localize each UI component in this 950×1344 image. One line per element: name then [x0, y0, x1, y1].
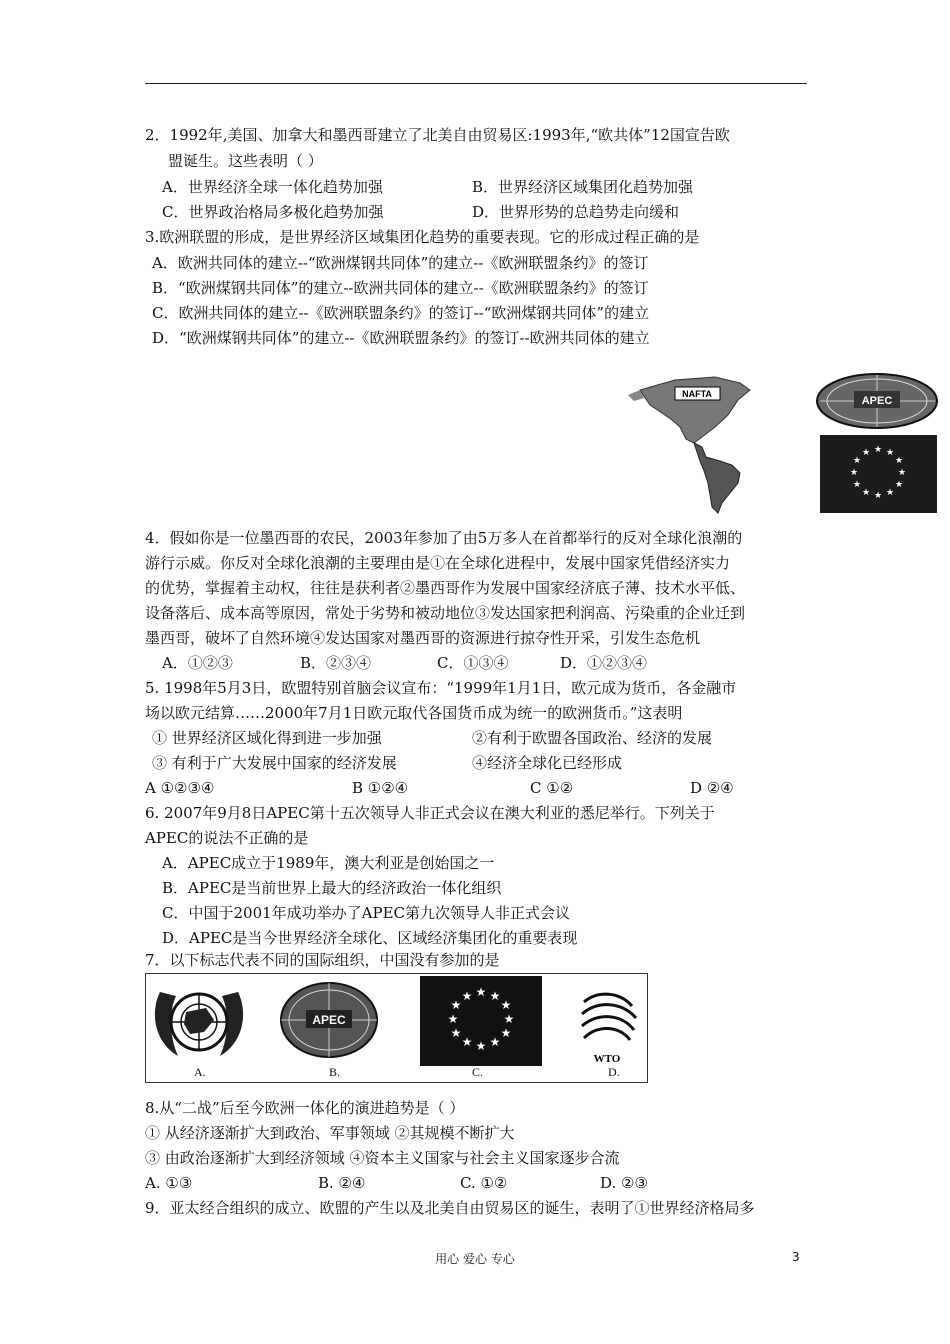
svg-text:★: ★	[461, 989, 473, 1003]
q8-option-c: C. ①②	[460, 1174, 508, 1192]
svg-text:★: ★	[447, 1012, 459, 1026]
q3-stem: 3.欧洲联盟的形成，是世界经济区域集团化趋势的重要表现。它的形成过程正确的是	[145, 228, 700, 246]
svg-text:★: ★	[894, 456, 904, 466]
apec-logo-image	[810, 372, 945, 430]
svg-text:★: ★	[873, 491, 883, 501]
svg-text:★: ★	[475, 985, 487, 999]
q6-option-d: D．APEC是当今世界经济全球化、区域经济集团化的重要表现	[162, 929, 578, 947]
logo-label-d: D.	[608, 1065, 620, 1079]
q4-stem-line3: 的优势，掌握着主动权，往往是获利者②墨西哥作为发展中国家经济底子薄、技术水平低、	[145, 579, 746, 597]
q3-option-c: C．欧洲共同体的建立--《欧洲联盟条约》的签订--“欧洲煤钢共同体”的建立	[152, 304, 650, 322]
q8-stem: 8.从“二战”后至今欧洲一体化的演进趋势是（ ）	[145, 1099, 465, 1117]
q3-option-d: D．“欧洲煤钢共同体”的建立--《欧洲联盟条约》的签订--欧洲共同体的建立	[152, 329, 650, 347]
q4-option-d: D．①②③④	[560, 654, 648, 672]
q8-items-3-4: ③ 由政治逐渐扩大到经济领域 ④资本主义国家与社会主义国家逐步合流	[145, 1149, 620, 1167]
q3-option-a: A．欧洲共同体的建立--“欧洲煤钢共同体”的建立--《欧洲联盟条约》的签订	[152, 254, 649, 272]
q7-logos-panel	[145, 973, 648, 1083]
page-footer: 用心 爱心 专心	[435, 1252, 515, 1266]
q4-option-a: A．①②③	[162, 654, 233, 672]
svg-text:★: ★	[885, 488, 895, 498]
q6-option-a: A．APEC成立于1989年，澳大利亚是创始国之一	[162, 854, 495, 872]
q6-option-c: C．中国于2001年成功举办了APEC第九次领导人非正式会议	[162, 904, 571, 922]
nafta-label: NAFTA	[682, 389, 712, 399]
q5-option-c: C ①②	[530, 779, 574, 797]
q5-option-a: A ①②③④	[145, 779, 215, 797]
logo-label-b: B.	[329, 1065, 341, 1079]
svg-text:★: ★	[489, 989, 501, 1003]
q8-option-b: B. ②④	[318, 1174, 366, 1192]
svg-text:★: ★	[450, 1026, 462, 1040]
svg-text:★: ★	[503, 1012, 515, 1026]
header-rule	[145, 83, 807, 84]
q3-option-b: B．“欧洲煤钢共同体”的建立--欧洲共同体的建立--《欧洲联盟条约》的签订	[152, 279, 649, 297]
svg-text:★: ★	[852, 480, 862, 490]
svg-text:★: ★	[894, 480, 904, 490]
q2-stem-line2: 盟诞生。这些表明（ ）	[168, 152, 323, 170]
q2-stem-line1: 2．1992年,美国、加拿大和墨西哥建立了北美自由贸易区:1993年,“欧共体”12国宣告欧	[145, 126, 730, 144]
svg-text:★: ★	[897, 468, 907, 478]
q6-stem-line2: APEC的说法不正确的是	[145, 829, 309, 847]
svg-text:WTO: WTO	[593, 1053, 621, 1065]
q7-stem: 7．以下标志代表不同的国际组织，中国没有参加的是	[145, 951, 500, 969]
q2-option-c: C．世界政治格局多极化趋势加强	[162, 203, 384, 221]
eu-flag-icon	[420, 976, 542, 1066]
svg-text:★: ★	[489, 1035, 501, 1049]
q5-option-b: B ①②④	[352, 779, 409, 797]
apec-label: APEC	[861, 395, 893, 407]
q4-stem-line1: 4．假如你是一位墨西哥的农民，2003年参加了由5万多人在首都举行的反对全球化浪潮的	[145, 529, 743, 547]
q4-stem-line4: 设备落后、成本高等原因，常处于劣势和被动地位③发达国家把利润高、污染重的企业迁到	[145, 604, 746, 622]
q2-option-b: B．世界经济区域集团化趋势加强	[472, 178, 694, 196]
svg-text:★: ★	[461, 1035, 473, 1049]
q5-item-4: ④经济全球化已经形成	[472, 754, 623, 772]
q5-stem-line1: 5. 1998年5月3日，欧盟特别首脑会议宣布：“1999年1月1日，欧元成为货币，各金融市	[145, 679, 737, 697]
q2-option-a: A．世界经济全球一体化趋势加强	[162, 178, 383, 196]
q5-option-d: D ②④	[690, 779, 734, 797]
q4-option-b: B．②③④	[300, 654, 372, 672]
q4-stem-line5: 墨西哥，破坏了自然环境④发达国家对墨西哥的资源进行掠夺性开采，引发生态危机	[145, 629, 701, 647]
q4-stem-line2: 游行示威。你反对全球化浪潮的主要理由是①在全球化进程中，发展中国家凭借经济实力	[145, 554, 731, 572]
svg-text:APEC: APEC	[312, 1013, 346, 1027]
q8-option-d: D. ②③	[600, 1174, 648, 1192]
svg-text:★: ★	[500, 998, 512, 1012]
apec-logo-icon	[274, 980, 384, 1062]
wto-logo-icon	[574, 984, 644, 1066]
svg-text:★: ★	[861, 448, 871, 458]
svg-text:★: ★	[475, 1039, 487, 1053]
logo-label-a: A.	[194, 1065, 206, 1079]
q4-option-c: C．①③④	[437, 654, 509, 672]
svg-text:★: ★	[500, 1026, 512, 1040]
q9-stem-line1: 9．亚太经合组织的成立、欧盟的产生以及北美自由贸易区的诞生，表明了①世界经济格局多	[145, 1199, 755, 1217]
eu-flag-image	[820, 435, 937, 513]
svg-text:★: ★	[852, 456, 862, 466]
svg-text:★: ★	[450, 998, 462, 1012]
q6-option-b: B．APEC是当前世界上最大的经济政治一体化组织	[162, 879, 502, 897]
svg-text:★: ★	[849, 468, 859, 478]
q6-stem-line1: 6. 2007年9月8日APEC第十五次领导人非正式会议在澳大利亚的悉尼举行。下列关于	[145, 804, 715, 822]
q5-item-3: ③ 有利于广大发展中国家的经济发展	[152, 754, 397, 772]
logo-label-c: C.	[472, 1065, 484, 1079]
q5-stem-line2: 场以欧元结算……2000年7月1日欧元取代各国货币成为统一的欧洲货币。”这表明	[145, 704, 683, 722]
svg-text:★: ★	[873, 445, 883, 455]
svg-text:★: ★	[861, 488, 871, 498]
un-emblem-icon	[148, 982, 250, 1064]
q5-item-2: ②有利于欧盟各国政治、经济的发展	[472, 729, 713, 747]
svg-text:★: ★	[885, 448, 895, 458]
page-number: 3	[792, 1250, 800, 1264]
q2-option-d: D．世界形势的总趋势走向缓和	[472, 203, 680, 221]
americas-map-image	[620, 365, 805, 515]
q8-items-1-2: ① 从经济逐渐扩大到政治、军事领域 ②其规模不断扩大	[145, 1124, 515, 1142]
q5-item-1: ① 世界经济区域化得到进一步加强	[152, 729, 382, 747]
q8-option-a: A. ①③	[145, 1174, 193, 1192]
